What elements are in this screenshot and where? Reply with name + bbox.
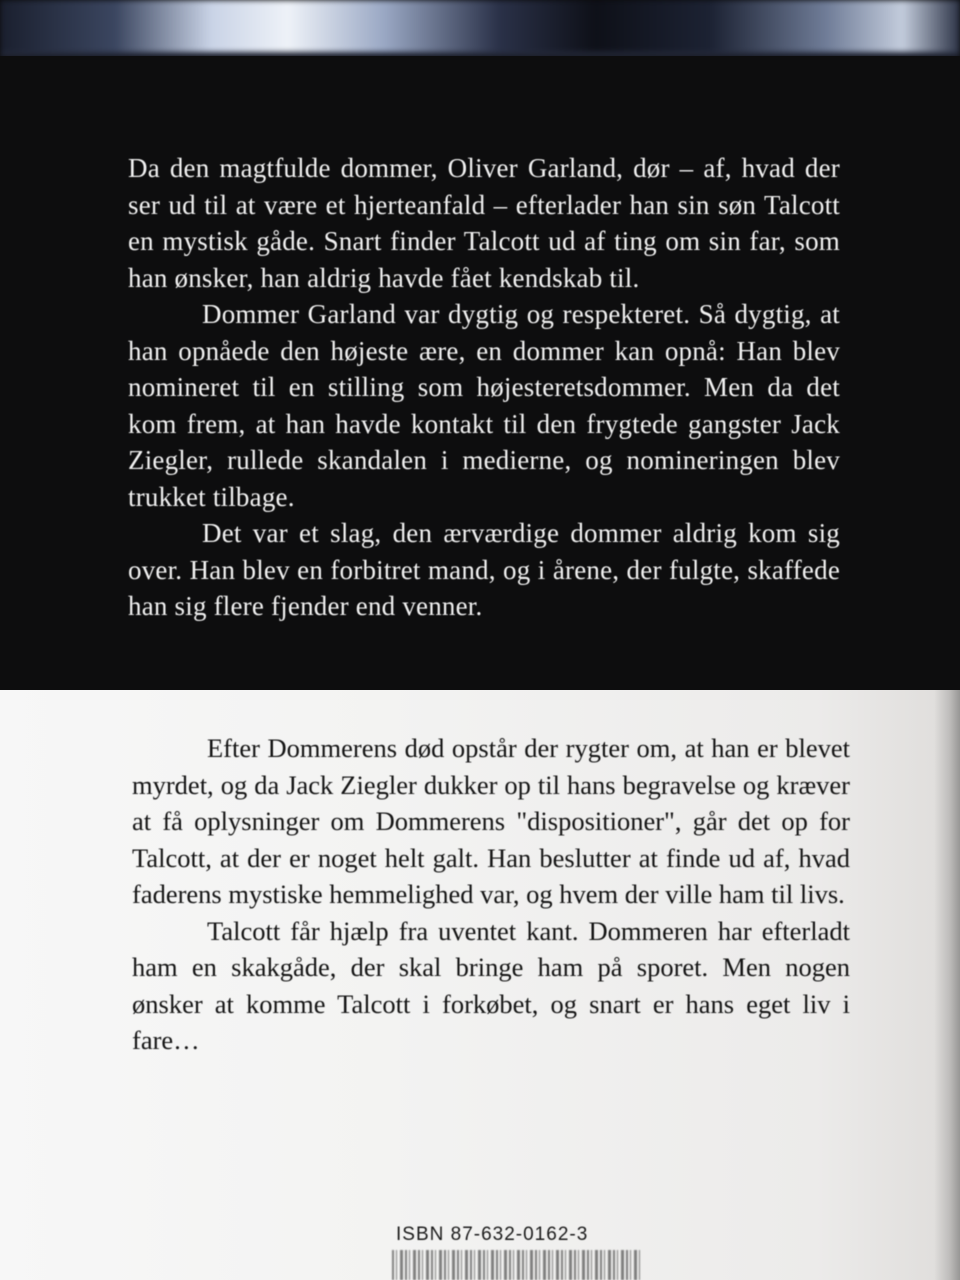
blurb-paragraph: Det var et slag, den ærværdige dommer aldrig kom sig over. Han blev en forbitret mand, og i årene, der fulgte, skaffede han sig flere fjender end venner.: [128, 518, 840, 621]
barcode: [392, 1250, 640, 1280]
isbn-label: ISBN 87-632-0162-3: [396, 1224, 589, 1245]
page-edge-shadow: [934, 690, 960, 1280]
blurb-paragraph: Dommer Garland var dygtig og respekteret. Så dygtig, at han opnåede den højeste ære, en dommer kan opnå: Han blev nomineret til en stilling som højesteretsdommer. Men da det kom frem, at han havde kontakt til den frygtede gangster Jack Ziegler, rullede skandalen i medierne, og nomineringen blev trukket tilbage.: [128, 299, 840, 512]
blurb-paragraph: Efter Dommerens død opstår der rygter om, at han er blevet myrdet, og da Jack Ziegler dukker op til hans begravelse og kræver at få oplysninger om Dommerens "dispositioner", går det op for Talcott, at der er noget helt galt. Han beslutter at finde ud af, hvad faderens mystiske hemmelighed var, og hvem der ville ham til livs.: [132, 733, 850, 909]
blurb-paragraph: Talcott får hjælp fra uventet kant. Dommeren har efterladt ham en skakgåde, der skal bringe ham på sporet. Men nogen ønsker at komme Talcott i forkøbet, og snart er hans eget liv i fare…: [132, 915, 850, 1055]
dark-blurb-text: [128, 150, 840, 625]
cover-photo-strip: [0, 0, 960, 56]
light-blurb-text: [132, 730, 850, 1059]
blurb-paragraph: Da den magtfulde dommer, Oliver Garland, dør – af, hvad der ser ud til at være et hjerteanfald – efterlader han sin søn Talcott en mystisk gåde. Snart finder Talcott ud af ting om sin far, som han ønsker, han aldrig havde fået kendskab til.: [128, 153, 840, 293]
